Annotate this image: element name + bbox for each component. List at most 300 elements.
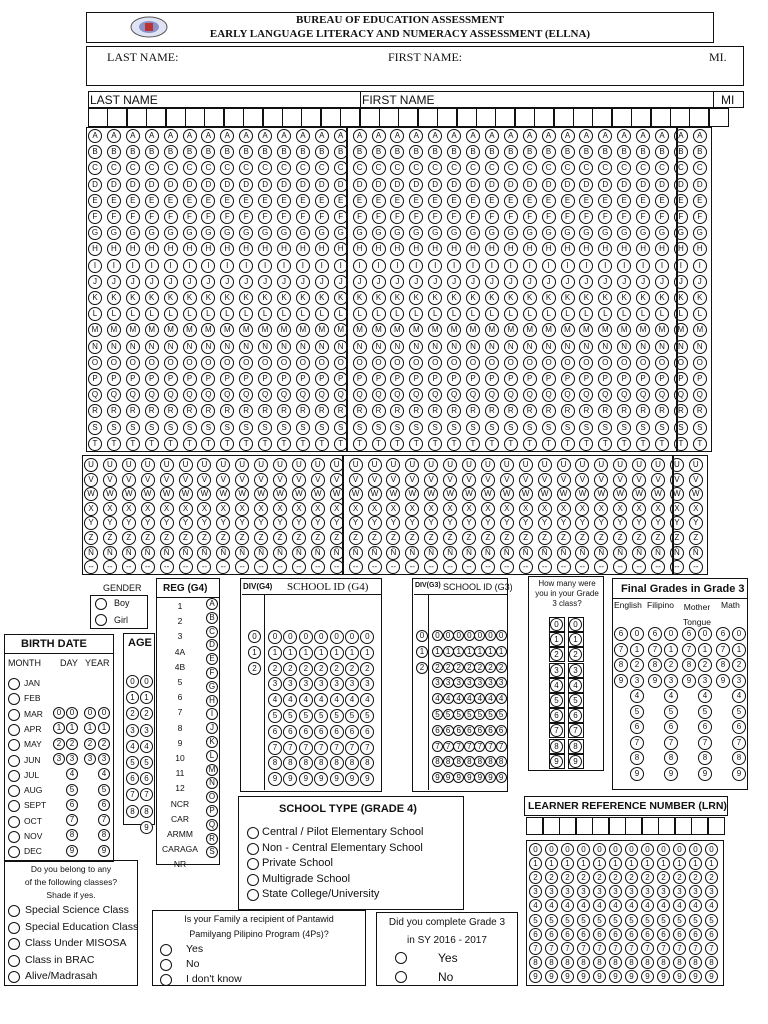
school-id-g3-bubble[interactable]: 2: [464, 662, 475, 673]
name-letter-bubble[interactable]: F: [315, 210, 329, 224]
name-letter-bubble[interactable]: P: [315, 372, 329, 386]
name-letter-bubble[interactable]: F: [466, 210, 480, 224]
name-letter-bubble[interactable]: D: [88, 178, 102, 192]
lrn-bubble[interactable]: 8: [529, 956, 542, 969]
name-letter-bubble[interactable]: S: [126, 421, 140, 435]
name-letter-bubble[interactable]: X: [424, 502, 438, 516]
name-letter-bubble[interactable]: E: [201, 194, 215, 208]
name-letter-bubble[interactable]: E: [88, 194, 102, 208]
name-letter-bubble[interactable]: J: [636, 275, 650, 289]
name-letter-bubble[interactable]: H: [579, 242, 593, 256]
school-id-g3-bubble[interactable]: 6: [485, 725, 496, 736]
school-id-g3-bubble[interactable]: 7: [453, 741, 464, 752]
name-letter-bubble[interactable]: H: [390, 242, 404, 256]
name-letter-bubble[interactable]: Ñ: [632, 546, 646, 560]
school-id-g3-bubble[interactable]: 2: [474, 662, 485, 673]
lrn-bubble[interactable]: 5: [705, 914, 718, 927]
name-letter-bubble[interactable]: W: [575, 487, 589, 501]
name-letter-bubble[interactable]: T: [296, 437, 310, 451]
name-letter-bubble[interactable]: Y: [349, 516, 363, 530]
grade-ones-bubble[interactable]: 1: [732, 643, 746, 657]
name-letter-bubble[interactable]: M: [428, 323, 442, 337]
lrn-bubble[interactable]: 6: [673, 928, 686, 941]
name-letter-bubble[interactable]: E: [183, 194, 197, 208]
name-letter-bubble[interactable]: L: [390, 307, 404, 321]
name-letter-bubble[interactable]: D: [504, 178, 518, 192]
name-letter-bubble[interactable]: N: [693, 340, 707, 354]
name-letter-bubble[interactable]: M: [372, 323, 386, 337]
name-letter-bubble[interactable]: T: [258, 437, 272, 451]
name-letter-bubble[interactable]: R: [353, 404, 367, 418]
lrn-bubble[interactable]: 2: [577, 871, 590, 884]
name-letter-bubble[interactable]: O: [674, 356, 688, 370]
name-letter-bubble[interactable]: Y: [254, 516, 268, 530]
lrn-bubble[interactable]: 1: [705, 857, 718, 870]
name-letter-bubble[interactable]: A: [390, 129, 404, 143]
name-letter-bubble[interactable]: A: [201, 129, 215, 143]
name-letter-bubble[interactable]: G: [485, 226, 499, 240]
school-id-g3-bubble[interactable]: 0: [432, 630, 443, 641]
name-letter-bubble[interactable]: Z: [519, 531, 533, 545]
name-letter-bubble[interactable]: V: [292, 473, 306, 487]
school-id-g4-bubble[interactable]: 7: [268, 741, 282, 755]
name-letter-bubble[interactable]: Q: [579, 388, 593, 402]
name-letter-bubble[interactable]: T: [145, 437, 159, 451]
name-letter-bubble[interactable]: Y: [273, 516, 287, 530]
name-letter-bubble[interactable]: M: [636, 323, 650, 337]
name-letter-bubble[interactable]: A: [523, 129, 537, 143]
name-letter-bubble[interactable]: A: [617, 129, 631, 143]
name-letter-bubble[interactable]: P: [220, 372, 234, 386]
name-letter-bubble[interactable]: O: [239, 356, 253, 370]
grade3-count-ones-bubble[interactable]: 0: [569, 618, 582, 631]
name-letter-bubble[interactable]: T: [201, 437, 215, 451]
name-letter-bubble[interactable]: O: [485, 356, 499, 370]
name-letter-bubble[interactable]: D: [485, 178, 499, 192]
school-id-g3-bubble[interactable]: 5: [474, 709, 485, 720]
school-id-g3-bubble[interactable]: 1: [496, 646, 507, 657]
name-letter-bubble[interactable]: Z: [613, 531, 627, 545]
name-letter-bubble[interactable]: Q: [523, 388, 537, 402]
year-bubble-a[interactable]: 2: [84, 738, 96, 750]
name-letter-bubble[interactable]: V: [670, 473, 684, 487]
name-letter-bubble[interactable]: J: [353, 275, 367, 289]
grade-tens-bubble[interactable]: 8: [648, 658, 662, 672]
name-letter-bubble[interactable]: Ñ: [292, 546, 306, 560]
name-letter-bubble[interactable]: D: [447, 178, 461, 192]
lrn-bubble[interactable]: 3: [705, 885, 718, 898]
name-letter-bubble[interactable]: F: [523, 210, 537, 224]
name-letter-bubble[interactable]: C: [428, 161, 442, 175]
name-letter-bubble[interactable]: V: [122, 473, 136, 487]
grade3-count-tens-bubble[interactable]: 4: [550, 679, 563, 692]
name-letter-bubble[interactable]: E: [315, 194, 329, 208]
name-letter-bubble[interactable]: U: [538, 458, 552, 472]
name-letter-bubble[interactable]: B: [428, 145, 442, 159]
school-id-g3-bubble[interactable]: 0: [453, 630, 464, 641]
lrn-bubble[interactable]: 7: [545, 942, 558, 955]
name-letter-bubble[interactable]: Y: [216, 516, 230, 530]
school-id-g4-bubble[interactable]: 6: [299, 725, 313, 739]
lrn-bubble[interactable]: 0: [625, 843, 638, 856]
name-letter-bubble[interactable]: Z: [254, 531, 268, 545]
name-letter-bubble[interactable]: P: [542, 372, 556, 386]
name-letter-bubble[interactable]: N: [428, 340, 442, 354]
name-letter-bubble[interactable]: G: [315, 226, 329, 240]
name-letter-bubble[interactable]: J: [409, 275, 423, 289]
lrn-write-cell[interactable]: [526, 817, 543, 835]
name-letter-bubble[interactable]: O: [636, 356, 650, 370]
region-bubble[interactable]: F: [206, 667, 218, 679]
school-id-g3-bubble[interactable]: 5: [496, 709, 507, 720]
name-letter-bubble[interactable]: L: [504, 307, 518, 321]
name-letter-bubble[interactable]: A: [183, 129, 197, 143]
name-letter-bubble[interactable]: P: [107, 372, 121, 386]
name-letter-bubble[interactable]: W: [443, 487, 457, 501]
name-letter-box[interactable]: [321, 108, 341, 127]
name-letter-bubble[interactable]: O: [561, 356, 575, 370]
name-letter-bubble[interactable]: P: [296, 372, 310, 386]
name-letter-bubble[interactable]: --: [594, 560, 608, 574]
name-letter-bubble[interactable]: D: [655, 178, 669, 192]
name-letter-bubble[interactable]: R: [447, 404, 461, 418]
name-letter-bubble[interactable]: H: [88, 242, 102, 256]
name-letter-bubble[interactable]: L: [693, 307, 707, 321]
name-letter-bubble[interactable]: F: [674, 210, 688, 224]
name-letter-bubble[interactable]: R: [504, 404, 518, 418]
name-letter-bubble[interactable]: K: [334, 291, 348, 305]
name-letter-bubble[interactable]: Ñ: [216, 546, 230, 560]
name-letter-bubble[interactable]: A: [315, 129, 329, 143]
name-letter-bubble[interactable]: C: [183, 161, 197, 175]
name-letter-bubble[interactable]: N: [372, 340, 386, 354]
name-letter-bubble[interactable]: R: [428, 404, 442, 418]
name-letter-bubble[interactable]: Z: [632, 531, 646, 545]
grade3-complete-radio[interactable]: [395, 952, 407, 964]
name-letter-bubble[interactable]: J: [372, 275, 386, 289]
age-ones-bubble[interactable]: 0: [140, 675, 153, 688]
lrn-bubble[interactable]: 8: [561, 956, 574, 969]
name-letter-bubble[interactable]: --: [481, 560, 495, 574]
school-id-g3-bubble[interactable]: 2: [485, 662, 496, 673]
name-letter-bubble[interactable]: U: [651, 458, 665, 472]
name-letter-bubble[interactable]: C: [655, 161, 669, 175]
name-letter-bubble[interactable]: E: [504, 194, 518, 208]
lrn-bubble[interactable]: 3: [641, 885, 654, 898]
name-letter-bubble[interactable]: C: [126, 161, 140, 175]
name-letter-bubble[interactable]: D: [201, 178, 215, 192]
name-letter-bubble[interactable]: Y: [160, 516, 174, 530]
name-letter-bubble[interactable]: Q: [390, 388, 404, 402]
name-letter-bubble[interactable]: E: [542, 194, 556, 208]
name-letter-bubble[interactable]: N: [523, 340, 537, 354]
name-letter-bubble[interactable]: X: [519, 502, 533, 516]
name-letter-bubble[interactable]: U: [311, 458, 325, 472]
name-letter-bubble[interactable]: A: [164, 129, 178, 143]
name-letter-bubble[interactable]: H: [296, 242, 310, 256]
name-letter-bubble[interactable]: N: [277, 340, 291, 354]
name-letter-bubble[interactable]: K: [258, 291, 272, 305]
name-letter-bubble[interactable]: N: [220, 340, 234, 354]
name-letter-bubble[interactable]: N: [542, 340, 556, 354]
name-letter-bubble[interactable]: Z: [197, 531, 211, 545]
lrn-bubble[interactable]: 2: [705, 871, 718, 884]
name-letter-bubble[interactable]: F: [655, 210, 669, 224]
name-letter-bubble[interactable]: E: [655, 194, 669, 208]
name-letter-bubble[interactable]: I: [145, 259, 159, 273]
name-letter-bubble[interactable]: Ñ: [103, 546, 117, 560]
name-letter-bubble[interactable]: R: [164, 404, 178, 418]
name-letter-bubble[interactable]: Y: [386, 516, 400, 530]
name-letter-bubble[interactable]: B: [334, 145, 348, 159]
name-letter-bubble[interactable]: L: [409, 307, 423, 321]
name-letter-bubble[interactable]: D: [428, 178, 442, 192]
name-letter-bubble[interactable]: Y: [519, 516, 533, 530]
name-letter-bubble[interactable]: O: [390, 356, 404, 370]
grade3-count-tens-bubble[interactable]: 6: [550, 709, 563, 722]
name-letter-bubble[interactable]: Z: [424, 531, 438, 545]
name-letter-bubble[interactable]: X: [670, 502, 684, 516]
name-letter-bubble[interactable]: L: [183, 307, 197, 321]
lrn-bubble[interactable]: 2: [689, 871, 702, 884]
school-id-g3-bubble[interactable]: 3: [464, 677, 475, 688]
name-letter-box[interactable]: [107, 108, 127, 127]
name-letter-bubble[interactable]: B: [145, 145, 159, 159]
name-letter-bubble[interactable]: L: [145, 307, 159, 321]
school-id-g3-bubble[interactable]: 5: [464, 709, 475, 720]
name-letter-bubble[interactable]: U: [122, 458, 136, 472]
grade-ones-bubble[interactable]: 4: [732, 689, 746, 703]
school-id-g3-bubble[interactable]: 8: [474, 756, 485, 767]
name-letter-bubble[interactable]: Q: [428, 388, 442, 402]
name-letter-bubble[interactable]: G: [655, 226, 669, 240]
year-bubble-b[interactable]: 1: [98, 722, 110, 734]
name-letter-bubble[interactable]: J: [315, 275, 329, 289]
name-letter-bubble[interactable]: E: [428, 194, 442, 208]
name-letter-bubble[interactable]: G: [372, 226, 386, 240]
lrn-bubble[interactable]: 1: [529, 857, 542, 870]
name-letter-bubble[interactable]: I: [277, 259, 291, 273]
name-letter-bubble[interactable]: --: [386, 560, 400, 574]
name-letter-bubble[interactable]: H: [183, 242, 197, 256]
region-bubble[interactable]: S: [206, 846, 218, 858]
class-radio[interactable]: [8, 922, 20, 934]
name-letter-bubble[interactable]: K: [201, 291, 215, 305]
name-letter-bubble[interactable]: I: [504, 259, 518, 273]
year-bubble-b[interactable]: 5: [98, 784, 110, 796]
name-letter-bubble[interactable]: Ñ: [160, 546, 174, 560]
name-letter-bubble[interactable]: R: [315, 404, 329, 418]
name-letter-bubble[interactable]: G: [334, 226, 348, 240]
name-letter-bubble[interactable]: W: [216, 487, 230, 501]
name-letter-bubble[interactable]: I: [409, 259, 423, 273]
name-letter-bubble[interactable]: E: [107, 194, 121, 208]
grade-ones-bubble[interactable]: 1: [630, 643, 644, 657]
name-letter-bubble[interactable]: M: [579, 323, 593, 337]
school-id-g3-bubble[interactable]: 5: [453, 709, 464, 720]
name-letter-bubble[interactable]: L: [107, 307, 121, 321]
name-letter-bubble[interactable]: --: [197, 560, 211, 574]
name-letter-bubble[interactable]: W: [613, 487, 627, 501]
name-letter-bubble[interactable]: W: [594, 487, 608, 501]
name-letter-bubble[interactable]: A: [409, 129, 423, 143]
name-letter-bubble[interactable]: S: [107, 421, 121, 435]
name-letter-bubble[interactable]: F: [617, 210, 631, 224]
year-bubble-b[interactable]: 9: [98, 845, 110, 857]
name-letter-bubble[interactable]: A: [504, 129, 518, 143]
name-letter-bubble[interactable]: P: [636, 372, 650, 386]
name-letter-bubble[interactable]: V: [197, 473, 211, 487]
name-letter-box[interactable]: [224, 108, 244, 127]
grade-tens-bubble[interactable]: 6: [614, 627, 628, 641]
name-letter-bubble[interactable]: Ñ: [594, 546, 608, 560]
region-bubble[interactable]: C: [206, 626, 218, 638]
name-letter-bubble[interactable]: J: [598, 275, 612, 289]
name-letter-bubble[interactable]: G: [542, 226, 556, 240]
name-letter-bubble[interactable]: Q: [353, 388, 367, 402]
name-letter-bubble[interactable]: N: [258, 340, 272, 354]
name-letter-bubble[interactable]: X: [386, 502, 400, 516]
school-id-g4-bubble[interactable]: 8: [360, 756, 374, 770]
name-letter-bubble[interactable]: E: [258, 194, 272, 208]
name-letter-bubble[interactable]: --: [500, 560, 514, 574]
name-letter-bubble[interactable]: B: [239, 145, 253, 159]
school-id-g3-bubble[interactable]: 7: [485, 741, 496, 752]
name-letter-bubble[interactable]: J: [183, 275, 197, 289]
name-letter-bubble[interactable]: K: [674, 291, 688, 305]
name-letter-bubble[interactable]: X: [632, 502, 646, 516]
name-letter-bubble[interactable]: I: [447, 259, 461, 273]
grade-ones-bubble[interactable]: 3: [630, 674, 644, 688]
name-letter-bubble[interactable]: X: [481, 502, 495, 516]
grade-ones-bubble[interactable]: 7: [664, 736, 678, 750]
name-letter-bubble[interactable]: --: [254, 560, 268, 574]
lrn-bubble[interactable]: 2: [641, 871, 654, 884]
lrn-bubble[interactable]: 9: [593, 970, 606, 983]
name-letter-bubble[interactable]: B: [485, 145, 499, 159]
name-letter-bubble[interactable]: T: [390, 437, 404, 451]
name-letter-bubble[interactable]: V: [84, 473, 98, 487]
name-letter-bubble[interactable]: Ñ: [386, 546, 400, 560]
name-letter-bubble[interactable]: U: [273, 458, 287, 472]
name-letter-bubble[interactable]: Z: [594, 531, 608, 545]
year-bubble-a[interactable]: 0: [84, 707, 96, 719]
name-letter-bubble[interactable]: Q: [334, 388, 348, 402]
name-letter-bubble[interactable]: W: [160, 487, 174, 501]
lrn-bubble[interactable]: 3: [561, 885, 574, 898]
grade-ones-bubble[interactable]: 4: [664, 689, 678, 703]
name-letter-bubble[interactable]: Q: [277, 388, 291, 402]
name-letter-bubble[interactable]: --: [443, 560, 457, 574]
name-letter-bubble[interactable]: Ñ: [689, 546, 703, 560]
name-letter-bubble[interactable]: C: [107, 161, 121, 175]
school-id-g3-bubble[interactable]: 9: [474, 772, 485, 783]
name-letter-bubble[interactable]: C: [542, 161, 556, 175]
name-letter-bubble[interactable]: K: [88, 291, 102, 305]
name-letter-bubble[interactable]: M: [353, 323, 367, 337]
name-letter-bubble[interactable]: P: [201, 372, 215, 386]
name-letter-bubble[interactable]: I: [617, 259, 631, 273]
month-radio[interactable]: [8, 709, 20, 721]
grade-ones-bubble[interactable]: 9: [630, 767, 644, 781]
name-letter-bubble[interactable]: H: [655, 242, 669, 256]
name-letter-bubble[interactable]: Q: [220, 388, 234, 402]
name-letter-bubble[interactable]: J: [145, 275, 159, 289]
name-letter-bubble[interactable]: J: [126, 275, 140, 289]
name-letter-bubble[interactable]: --: [292, 560, 306, 574]
name-letter-bubble[interactable]: S: [579, 421, 593, 435]
name-letter-bubble[interactable]: F: [164, 210, 178, 224]
name-letter-bubble[interactable]: Y: [670, 516, 684, 530]
name-letter-box[interactable]: [476, 108, 496, 127]
name-letter-box[interactable]: [127, 108, 147, 127]
name-letter-bubble[interactable]: E: [390, 194, 404, 208]
grade-tens-bubble[interactable]: 8: [682, 658, 696, 672]
grade3-count-ones-bubble[interactable]: 3: [569, 664, 582, 677]
name-letter-bubble[interactable]: C: [636, 161, 650, 175]
name-letter-bubble[interactable]: T: [409, 437, 423, 451]
name-letter-bubble[interactable]: F: [126, 210, 140, 224]
name-letter-bubble[interactable]: J: [201, 275, 215, 289]
name-letter-bubble[interactable]: T: [107, 437, 121, 451]
name-letter-bubble[interactable]: W: [330, 487, 344, 501]
name-letter-bubble[interactable]: M: [561, 323, 575, 337]
name-letter-bubble[interactable]: G: [466, 226, 480, 240]
lrn-bubble[interactable]: 1: [689, 857, 702, 870]
lrn-write-cell[interactable]: [675, 817, 692, 835]
school-id-g4-bubble[interactable]: 4: [283, 693, 297, 707]
name-letter-bubble[interactable]: R: [598, 404, 612, 418]
name-letter-bubble[interactable]: --: [462, 560, 476, 574]
name-letter-bubble[interactable]: N: [674, 340, 688, 354]
name-letter-bubble[interactable]: Q: [598, 388, 612, 402]
name-letter-bubble[interactable]: M: [485, 323, 499, 337]
name-letter-bubble[interactable]: J: [88, 275, 102, 289]
name-letter-bubble[interactable]: I: [655, 259, 669, 273]
month-radio[interactable]: [8, 755, 20, 767]
school-id-g3-bubble[interactable]: 7: [432, 741, 443, 752]
school-id-g4-bubble[interactable]: 6: [314, 725, 328, 739]
school-id-g4-bubble[interactable]: 4: [299, 693, 313, 707]
name-letter-bubble[interactable]: A: [258, 129, 272, 143]
name-letter-bubble[interactable]: M: [183, 323, 197, 337]
name-letter-bubble[interactable]: F: [145, 210, 159, 224]
name-letter-bubble[interactable]: Ñ: [575, 546, 589, 560]
name-letter-bubble[interactable]: B: [88, 145, 102, 159]
name-letter-box[interactable]: [651, 108, 671, 127]
lrn-bubble[interactable]: 3: [577, 885, 590, 898]
name-letter-bubble[interactable]: I: [693, 259, 707, 273]
region-bubble[interactable]: O: [206, 791, 218, 803]
name-letter-bubble[interactable]: X: [405, 502, 419, 516]
name-letter-bubble[interactable]: Ñ: [368, 546, 382, 560]
name-letter-bubble[interactable]: L: [447, 307, 461, 321]
name-letter-bubble[interactable]: J: [485, 275, 499, 289]
name-letter-bubble[interactable]: G: [579, 226, 593, 240]
lrn-bubble[interactable]: 2: [545, 871, 558, 884]
school-id-g3-bubble[interactable]: 0: [485, 630, 496, 641]
name-letter-bubble[interactable]: A: [561, 129, 575, 143]
name-letter-bubble[interactable]: J: [655, 275, 669, 289]
name-letter-bubble[interactable]: A: [466, 129, 480, 143]
name-letter-bubble[interactable]: M: [504, 323, 518, 337]
name-letter-bubble[interactable]: C: [466, 161, 480, 175]
name-letter-bubble[interactable]: I: [258, 259, 272, 273]
name-letter-bubble[interactable]: D: [220, 178, 234, 192]
lrn-bubble[interactable]: 7: [529, 942, 542, 955]
name-letter-bubble[interactable]: S: [655, 421, 669, 435]
name-letter-bubble[interactable]: O: [693, 356, 707, 370]
